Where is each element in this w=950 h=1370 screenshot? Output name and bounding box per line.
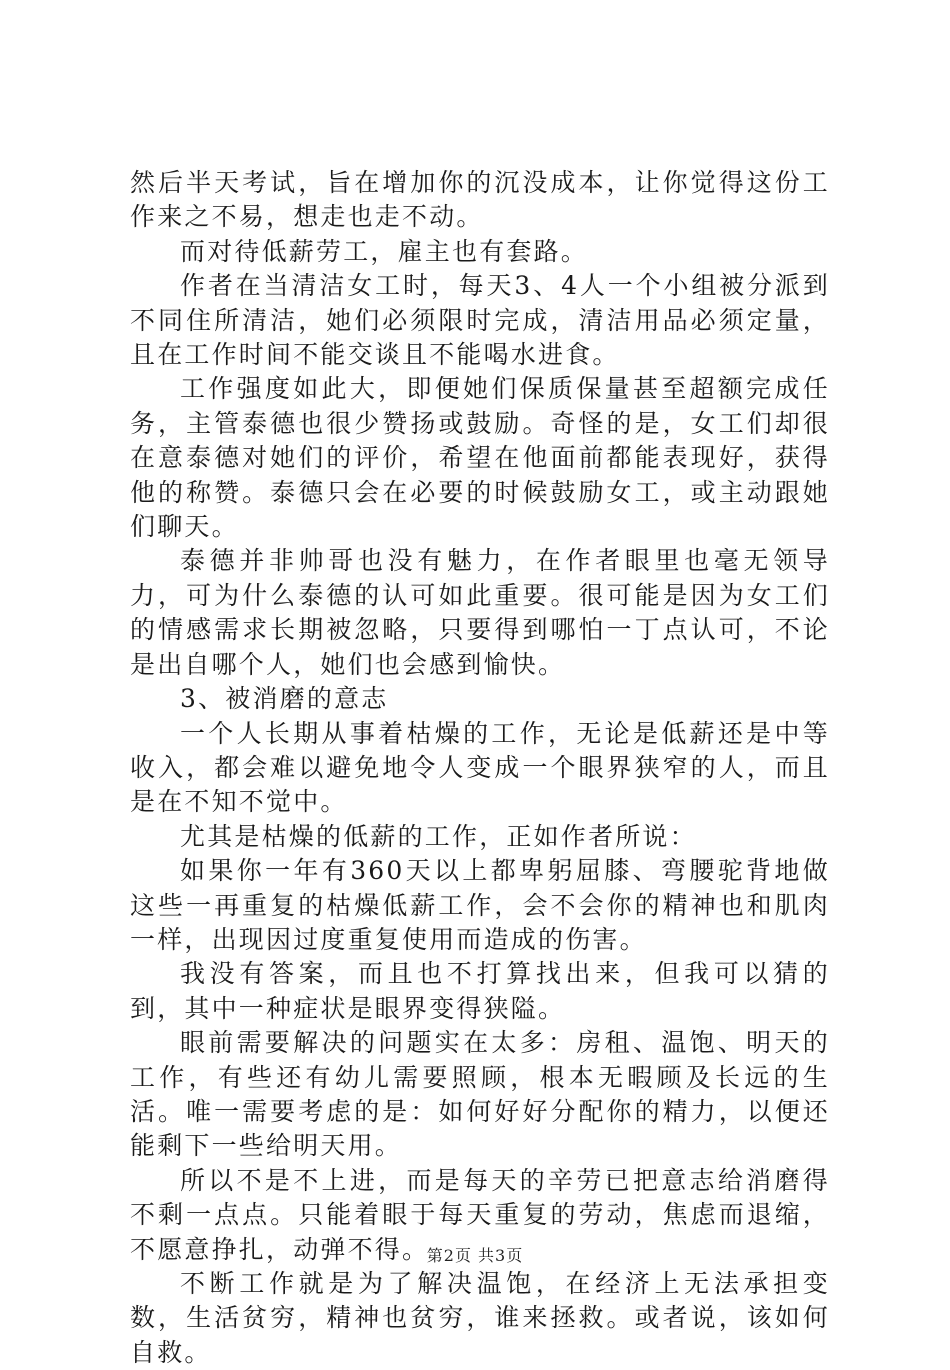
section-heading: 3、被消磨的意志 xyxy=(180,684,389,714)
paragraph: 一个人长期从事着枯燥的工作，无论是低薪还是中等收入，都会难以避免地令人变成一个眼界狭窄的人，而且是在不知不觉中。 xyxy=(130,718,830,817)
paragraph: 泰德并非帅哥也没有魅力，在作者眼里也毫无领导力，可为什么泰德的认可如此重要。很可能是因为女工们的情感需求长期被忽略，只要得到哪怕一丁点认可，不论是出自哪个人，她们也会感到愉快。 xyxy=(130,546,830,679)
paragraph: 我没有答案，而且也不打算找出来，但我可以猜的到，其中一种症状是眼界变得狭隘。 xyxy=(130,959,830,1023)
paragraph: 作者在当清洁女工时，每天3、4人一个小组被分派到不同住所清洁，她们必须限时完成，清洁用品必须定量，且在工作时间不能交谈且不能喝水进食。 xyxy=(130,271,830,370)
paragraph: 眼前需要解决的问题实在太多：房租、温饱、明天的工作，有些还有幼儿需要照顾，根本无暇顾及长远的生活。唯一需要考虑的是：如何好好分配你的精力，以便还能剩下一些给明天用。 xyxy=(130,1028,830,1161)
paragraph: 而对待低薪劳工，雇主也有套路。 xyxy=(180,236,589,266)
paragraph: 工作强度如此大，即便她们保质保量甚至超额完成任务，主管泰德也很少赞扬或鼓励。奇怪的是，女工们却很在意泰德对她们的评价，希望在他面前都能表现好，获得他的称赞。泰德只会在必要的时候鼓励女工，或主动跟她们聊天。 xyxy=(130,374,830,542)
page-number-footer: 第2页 共3页 xyxy=(426,1246,524,1265)
paragraph: 尤其是枯燥的低薪的工作，正如作者所说： xyxy=(180,821,697,851)
quote-paragraph: 如果你一年有360天以上都卑躬屈膝、弯腰驼背地做这些一再重复的枯燥低薪工作，会不会你的精神也和肌肉一样，出现因过度重复使用而造成的伤害。 xyxy=(130,856,830,954)
paragraph: 然后半天考试，旨在增加你的沉没成本，让你觉得这份工作来之不易，想走也走不动。 xyxy=(130,168,830,232)
paragraph: 不断工作就是为了解决温饱，在经济上无法承担变数，生活贫穷，精神也贫穷，谁来拯救。或者说，该如何自救。 xyxy=(130,1269,830,1367)
paragraph: 所以不是不上进，而是每天的辛劳已把意志给消磨得不剩一点点。只能着眼于每天重复的劳动，焦虑而退缩，不愿意挣扎，动弹不得。 xyxy=(130,1165,830,1264)
document-body xyxy=(130,166,830,1370)
